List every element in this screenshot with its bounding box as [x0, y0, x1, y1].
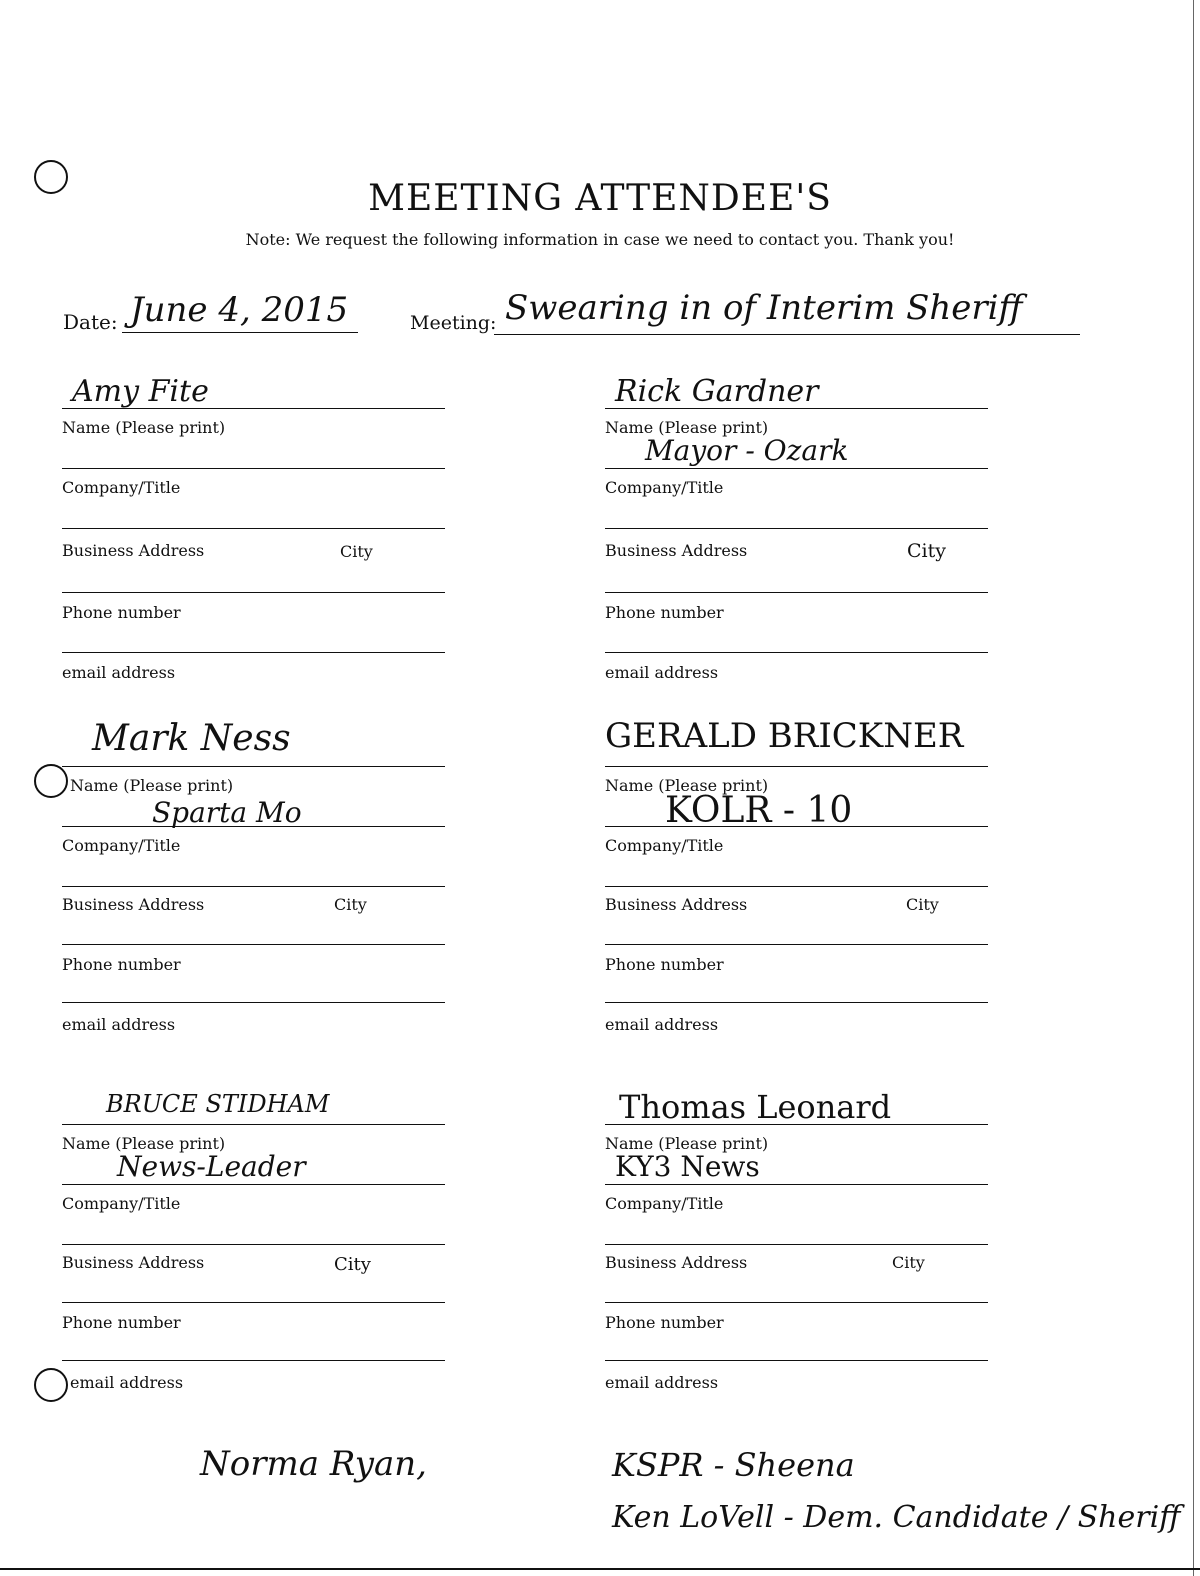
company-rule: [62, 468, 445, 469]
company-label: Company/Title: [62, 1194, 181, 1213]
email-rule: [605, 1002, 988, 1003]
address-rule: [605, 528, 988, 529]
attendee-company: Mayor - Ozark: [645, 434, 849, 467]
attendee-company: News-Leader: [117, 1150, 306, 1183]
name-label: Name (Please print): [70, 776, 234, 795]
name-rule: [62, 1124, 445, 1125]
company-rule: [62, 1184, 445, 1185]
page-bottom-edge: [0, 1568, 1200, 1570]
address-rule: [62, 1244, 445, 1245]
address-label: Business Address: [605, 1253, 748, 1272]
meeting-value: Swearing in of Interim Sheriff: [505, 288, 1023, 328]
attendee-card: [62, 718, 447, 1062]
attendee-company: KY3 News: [615, 1150, 760, 1183]
attendee-card: [605, 1090, 990, 1420]
attendee-name: Thomas Leonard: [619, 1088, 892, 1126]
company-rule: [605, 826, 988, 827]
phone-label: Phone number: [62, 955, 181, 974]
company-label: Company/Title: [62, 836, 181, 855]
company-rule: [605, 468, 988, 469]
phone-label: Phone number: [605, 1313, 724, 1332]
city-label: City: [892, 1253, 925, 1272]
phone-label: Phone number: [62, 603, 181, 622]
page-title: MEETING ATTENDEE'S: [368, 178, 832, 219]
email-label: email address: [62, 1015, 176, 1034]
attendee-company: KOLR - 10: [665, 790, 853, 831]
attendee-name: Amy Fite: [72, 374, 209, 409]
name-label: Name (Please print): [605, 776, 769, 795]
email-label: email address: [605, 1015, 719, 1034]
address-label: Business Address: [605, 895, 748, 914]
company-rule: [605, 1184, 988, 1185]
name-rule: [62, 766, 445, 767]
address-rule: [605, 1244, 988, 1245]
company-label: Company/Title: [605, 836, 724, 855]
email-rule: [605, 652, 988, 653]
email-label: email address: [70, 1373, 184, 1392]
attendee-name: BRUCE STIDHAM: [106, 1090, 330, 1118]
name-label: Name (Please print): [62, 418, 226, 437]
attendee-card: [605, 374, 990, 704]
address-label: Business Address: [62, 1253, 205, 1272]
phone-rule: [62, 1302, 445, 1303]
meeting-label: Meeting:: [410, 312, 497, 334]
name-label: Name (Please print): [62, 1134, 226, 1153]
company-rule: [62, 826, 445, 827]
attendee-card: [62, 1090, 447, 1420]
city-label: City: [906, 895, 939, 914]
city-label: City: [334, 895, 367, 914]
name-rule: [605, 1124, 988, 1125]
phone-label: Phone number: [605, 603, 724, 622]
attendee-name: Rick Gardner: [615, 374, 819, 409]
phone-rule: [605, 592, 988, 593]
address-label: Business Address: [62, 541, 205, 560]
name-rule: [62, 408, 445, 409]
address-label: Business Address: [605, 541, 748, 560]
footer-note-right-1: KSPR - Sheena: [612, 1446, 855, 1484]
phone-rule: [62, 944, 445, 945]
email-rule: [62, 1360, 445, 1361]
page-note: Note: We request the following information in case we need to contact you. Thank you!: [245, 230, 955, 249]
phone-rule: [605, 944, 988, 945]
phone-label: Phone number: [62, 1313, 181, 1332]
footer-note-left: Norma Ryan,: [200, 1444, 427, 1484]
email-label: email address: [62, 663, 176, 682]
email-rule: [605, 1360, 988, 1361]
attendee-company: Sparta Mo: [152, 796, 302, 829]
email-rule: [62, 652, 445, 653]
phone-rule: [62, 592, 445, 593]
email-label: email address: [605, 663, 719, 682]
date-value: June 4, 2015: [130, 290, 349, 330]
attendee-name: Mark Ness: [92, 718, 291, 759]
phone-rule: [605, 1302, 988, 1303]
company-label: Company/Title: [605, 1194, 724, 1213]
name-rule: [605, 766, 988, 767]
city-label: City: [907, 540, 946, 562]
meeting-rule: [494, 334, 1080, 335]
address-label: Business Address: [62, 895, 205, 914]
name-label: Name (Please print): [605, 418, 769, 437]
attendee-name: GERALD BRICKNER: [605, 716, 964, 756]
address-rule: [62, 886, 445, 887]
date-label: Date:: [63, 310, 118, 334]
address-rule: [605, 886, 988, 887]
company-label: Company/Title: [62, 478, 181, 497]
attendee-card: [605, 716, 990, 1062]
email-rule: [62, 1002, 445, 1003]
name-rule: [605, 408, 988, 409]
city-label: City: [340, 542, 373, 561]
date-rule: [122, 332, 358, 333]
city-label: City: [334, 1254, 371, 1275]
company-label: Company/Title: [605, 478, 724, 497]
phone-label: Phone number: [605, 955, 724, 974]
email-label: email address: [605, 1373, 719, 1392]
address-rule: [62, 528, 445, 529]
attendee-card: [62, 374, 447, 704]
page-edge: [1193, 0, 1194, 1576]
name-label: Name (Please print): [605, 1134, 769, 1153]
footer-note-right-2: Ken LoVell - Dem. Candidate / Sheriff: [612, 1500, 1181, 1535]
